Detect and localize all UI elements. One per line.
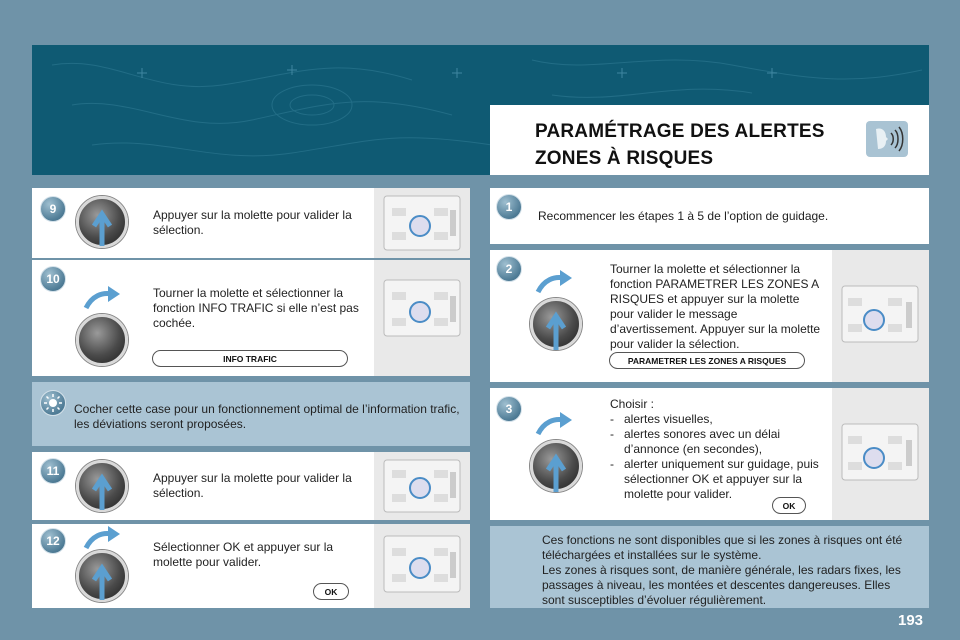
step-text: Appuyer sur la molette pour valider la sélection.: [153, 471, 352, 500]
step-number-badge: 10: [40, 266, 66, 292]
rotate-arrow-icon: [82, 284, 122, 317]
title-line-2: ZONES À RISQUES: [535, 148, 714, 169]
step-text: Appuyer sur la molette pour valider la sélection.: [153, 208, 352, 237]
knob-press-icon: [530, 440, 582, 492]
step-number-badge: 9: [40, 196, 66, 222]
step-number-badge: 2: [496, 256, 522, 282]
radio-panel-image: [374, 260, 470, 376]
info-trafic-label: INFO TRAFIC: [152, 350, 348, 367]
step-number-badge: 12: [40, 528, 66, 554]
step-choices: [610, 397, 828, 502]
parametrer-zones-label: PARAMETRER LES ZONES A RISQUES: [609, 352, 805, 369]
list-item: - alertes visuelles,: [610, 412, 828, 427]
info-text: [542, 533, 912, 608]
step-number-badge: 1: [496, 194, 522, 220]
page-number: 193: [898, 612, 924, 629]
choices-intro: Choisir :: [610, 397, 655, 411]
info-paragraph-2: Les zones à risques sont, de manière générale, les radars fixes, les passages à niveau, les montées et descentes dangereuses. Elles sont susceptibles d’évoluer régulièrement.: [542, 563, 901, 607]
step-text: Tourner la molette et sélectionner la fonction PARAMETRER LES ZONES A RISQUES et appuyer sur la molette pour valider le message d’avertissement. Appuyer sur la molette pour valider la sélection.: [610, 262, 821, 351]
step-text: Sélectionner OK et appuyer sur la molette pour valider.: [153, 540, 334, 569]
ok-label: OK: [313, 583, 349, 600]
rotate-arrow-icon: [534, 410, 574, 443]
rotate-arrow-icon: [534, 268, 574, 301]
page-title: [535, 118, 825, 172]
step-number-badge: 11: [40, 458, 66, 484]
knob-press-icon: [76, 550, 128, 602]
radio-panel-image: [374, 524, 470, 608]
step-text: Tourner la molette et sélectionner la fonction INFO TRAFIC si elle n’est pas cochée.: [153, 286, 359, 330]
knob-press-icon: [76, 460, 128, 512]
info-paragraph-1: Ces fonctions ne sont disponibles que si les zones à risques ont été téléchargées et installées sur le système.: [542, 533, 903, 562]
radio-panel-image: [832, 250, 929, 382]
knob-press-icon: [530, 298, 582, 350]
radio-panel-image: [832, 388, 929, 520]
tip-text: Cocher cette case pour un fonctionnement optimal de l’information trafic, les déviations seront proposées.: [74, 402, 460, 431]
radio-panel-image: [374, 452, 470, 520]
list-item: - alertes sonores avec un délai d’annonce (en secondes),: [610, 427, 828, 457]
step-number-badge: 3: [496, 396, 522, 422]
sun-icon: [40, 390, 66, 416]
list-item: - alerter uniquement sur guidage, puis sélectionner OK et appuyer sur la molette pour valider.: [610, 457, 828, 502]
radio-panel-image: [374, 188, 470, 258]
title-line-1: PARAMÉTRAGE DES ALERTES: [535, 121, 825, 142]
knob-rotate-icon: [76, 314, 128, 366]
ok-label: OK: [772, 497, 806, 514]
knob-press-icon: [76, 196, 128, 248]
step-text: Recommencer les étapes 1 à 5 de l’option de guidage.: [538, 209, 829, 223]
voice-icon: [866, 121, 908, 157]
